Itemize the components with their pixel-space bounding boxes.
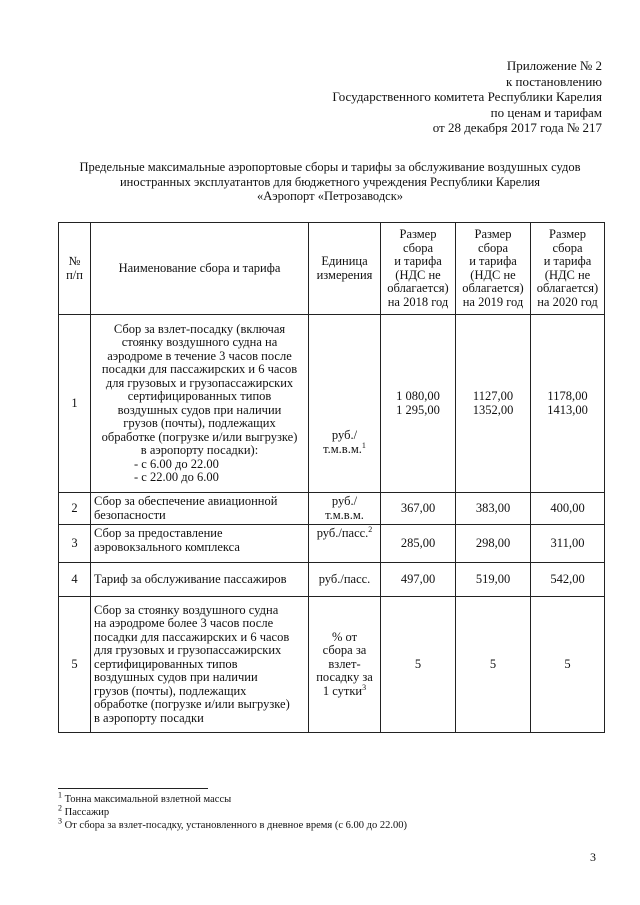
header-2019: Размер сбора и тарифа (НДС не облагается) на 2019 год xyxy=(456,223,531,315)
header-2018: Размер сбора и тарифа (НДС не облагается) на 2018 год xyxy=(381,223,456,315)
row-value-2019: 298,00 xyxy=(456,525,531,563)
title-line: «Аэропорт «Петрозаводск» xyxy=(256,189,404,203)
title-line: иностранных эксплуатантов для бюджетного учреждения Республики Карелия xyxy=(119,174,541,189)
row-num: 1 xyxy=(59,315,91,493)
appendix-block xyxy=(332,58,602,136)
header-2020: Размер сбора и тарифа (НДС не облагается) на 2020 год xyxy=(531,223,605,315)
appendix-line: по ценам и тарифам xyxy=(490,104,602,120)
footnotes xyxy=(58,790,408,832)
header-name: Наименование сбора и тарифа xyxy=(91,223,309,315)
row-unit: руб./ т.м.в.м. xyxy=(309,493,381,525)
tariff-table xyxy=(58,222,605,733)
footnote-item: $^3$ От сбора за взлет-посадку, установленного в дневное время (с 6.00 до 22.00) xyxy=(58,816,408,831)
row-name: Сбор за взлет-посадку (включая стоянку воздушного судна на аэродроме в течение 3 часов после посадки для пассажирских и 6 часов для грузовых и грузопассажирских сертифицированных типов воздушных судов при наличии грузов (почты), подлежащих обработке (погрузке и/или выгрузке) в аэропорту посадки): - с 6.00 до 22.00 - с 22.00 до 6.00 xyxy=(91,315,309,493)
header-num: № п/п xyxy=(59,223,91,315)
appendix-line: Приложение № 2 xyxy=(506,58,602,73)
appendix-line: Государственного комитета Республики Карелия xyxy=(332,89,602,104)
row-value-2018: 1 080,00 1 295,00 xyxy=(381,315,456,493)
row-unit: руб./пасс.$^2$ xyxy=(309,525,381,563)
row-value-2018: 497,00 xyxy=(381,563,456,597)
row-value-2019: 383,00 xyxy=(456,493,531,525)
row-unit: руб./ т.м.в.м.$^1$ xyxy=(309,315,381,493)
row-value-2020: 1178,00 1413,00 xyxy=(531,315,605,493)
page-number: 3 xyxy=(590,850,596,864)
row-value-2020: 400,00 xyxy=(531,493,605,525)
row-num: 5 xyxy=(59,597,91,733)
row-num: 3 xyxy=(59,525,91,563)
row-value-2019: 519,00 xyxy=(456,563,531,597)
table-row xyxy=(59,597,605,733)
table-header-row xyxy=(59,223,605,315)
table-row xyxy=(59,563,605,597)
header-unit: Единица измерения xyxy=(309,223,381,315)
row-value-2018: 367,00 xyxy=(381,493,456,525)
row-name: Сбор за предоставление аэровокзального комплекса xyxy=(91,525,309,563)
row-value-2018: 285,00 xyxy=(381,525,456,563)
footnote-item: $^1$ Тонна максимальной взлетной массы xyxy=(58,790,232,805)
row-value-2020: 542,00 xyxy=(531,563,605,597)
appendix-line: к постановлению xyxy=(505,73,602,89)
row-name: Тариф за обслуживание пассажиров xyxy=(91,563,309,597)
table-row xyxy=(59,493,605,525)
row-unit: % от сбора за взлет- посадку за 1 сутки$^3$ xyxy=(309,597,381,733)
appendix-line: от 28 декабря 2017 года № 217 xyxy=(432,120,602,135)
row-value-2020: 5 xyxy=(531,597,605,733)
table-row xyxy=(59,315,605,493)
document-title xyxy=(60,160,600,204)
footnote-item: $^2$ Пассажир xyxy=(58,803,110,818)
footnote-divider xyxy=(58,788,208,789)
row-value-2019: 5 xyxy=(456,597,531,733)
title-line: Предельные максимальные аэропортовые сборы и тарифы за обслуживание воздушных судов xyxy=(79,160,581,174)
row-num: 4 xyxy=(59,563,91,597)
row-value-2020: 311,00 xyxy=(531,525,605,563)
row-value-2018: 5 xyxy=(381,597,456,733)
row-unit: руб./пасс. xyxy=(309,563,381,597)
row-value-2019: 1127,00 1352,00 xyxy=(456,315,531,493)
row-name: Сбор за стоянку воздушного судна на аэродроме более 3 часов после посадки для пассажирских и 6 часов для грузовых и грузопассажирских сертифицированных типов воздушных судов при наличии грузов (почты), подлежащих обработке (погрузке и/или выгрузке) в аэропорту посадки xyxy=(91,597,309,733)
row-name: Сбор за обеспечение авиационной безопасности xyxy=(91,493,309,525)
table-row xyxy=(59,525,605,563)
row-num: 2 xyxy=(59,493,91,525)
